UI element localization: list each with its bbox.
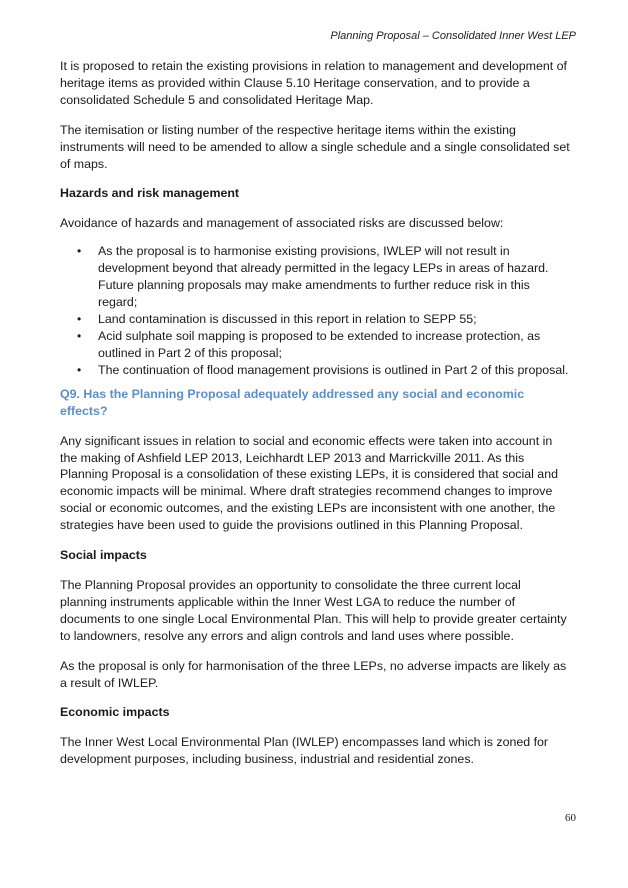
bullet-icon: • [77,328,82,343]
page-number: 60 [565,812,576,824]
hazards-heading: Hazards and risk management [60,186,240,201]
economic-impacts-heading: Economic impacts [60,705,170,720]
hazards-bullet-list [60,243,570,378]
q9-body: Any significant issues in relation to social and economic effects were taken into account in the making of Ashfield LEP 2013, Leichhardt LEP 2013 and Marrickville 2011. As this Planning Proposal is a consolidation of these existing LEPs, it is considered that social and economic impacts will be minimal. Where draft strategies recommend changes to improve social or economic outcomes, and the existing LEPs are inconsistent with one another, the strategies have been used to guide the provisions outlined in this Planning Proposal. [60,433,558,533]
social-impacts-paragraph-1: The Planning Proposal provides an opportunity to consolidate the three current local planning instruments applicable within the Inner West LGA to reduce the number of documents to one single Local Environmental Plan. This will help to provide greater certainty to landowners, resolve any errors and align controls and land uses where possible. [60,578,567,643]
heritage-paragraph-1: It is proposed to retain the existing provisions in relation to management and development of heritage items as provided within Clause 5.10 Heritage conservation, and to provide a consolidated Schedule 5 and consolidated Heritage Map. [60,59,567,107]
heritage-paragraph-2: The itemisation or listing number of the respective heritage items within the existing instruments will need to be amended to allow a single schedule and a single consolidated set of maps. [60,122,570,171]
social-impacts-paragraph-2: As the proposal is only for harmonisation of the three LEPs, no adverse impacts are likely as a result of IWLEP. [60,658,567,690]
list-item-text: The continuation of flood management provisions is outlined in Part 2 of this proposal. [98,362,569,377]
running-header: Planning Proposal – Consolidated Inner West LEP [330,30,576,42]
list-item [60,362,570,379]
economic-impacts-paragraph: The Inner West Local Environmental Plan (IWLEP) encompasses land which is zoned for development purposes, including business, industrial and residential zones. [60,735,549,767]
bullet-icon: • [77,362,82,377]
list-item [60,311,570,328]
list-item [60,328,570,362]
bullet-icon: • [77,244,82,259]
hazards-intro: Avoidance of hazards and management of associated risks are discussed below: [60,216,504,231]
q9-heading: Q9. Has the Planning Proposal adequately addressed any social and economic effects? [60,386,525,418]
list-item-text: As the proposal is to harmonise existing provisions, IWLEP will not result in development beyond that already permitted in the legacy LEPs in areas of hazard. Future planning proposals may make amendments to further reduce risk in this regard; [98,244,549,310]
list-item [60,243,570,311]
list-item-text: Acid sulphate soil mapping is proposed to be extended to increase protection, as outlined in Part 2 of this proposal; [98,328,541,360]
social-impacts-heading: Social impacts [60,548,147,563]
list-item-text: Land contamination is discussed in this report in relation to SEPP 55; [98,311,477,326]
bullet-icon: • [77,311,82,326]
page-content [60,58,570,781]
